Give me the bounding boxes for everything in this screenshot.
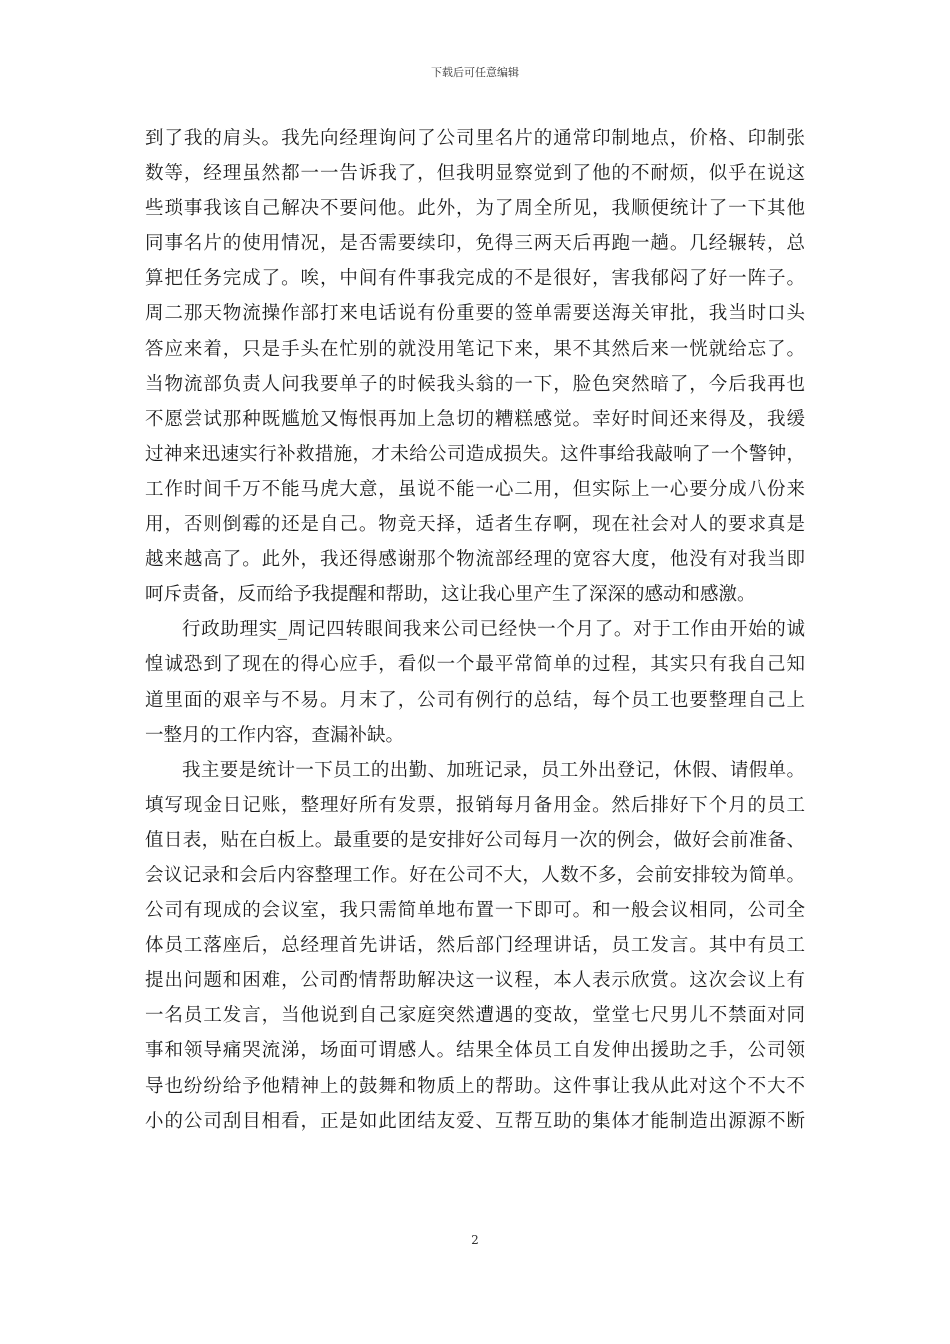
paragraph-end-line: 一整月的工作内容，查漏补缺。 <box>145 724 405 746</box>
text-line: 公司有现成的会议室，我只需简单地布置一下即可。和一般会议相同，公司全 <box>145 900 805 922</box>
page-number: 2 <box>471 1233 479 1247</box>
text-line: 过神来迅速实行补救措施，才未给公司造成损失。这件事给我敲响了一个警钟， <box>145 443 805 465</box>
text-line: 值日表，贴在白板上。最重要的是安排好公司每月一次的例会，做好会前准备、 <box>145 829 805 851</box>
text-line: 填写现金日记账，整理好所有发票，报销每月备用金。然后排好下个月的员工 <box>145 794 805 816</box>
paragraph-start-line: 我主要是统计一下员工的出勤、加班记录，员工外出登记，休假、请假单。 <box>182 759 805 781</box>
text-line: 体员工落座后，总经理首先讲话，然后部门经理讲话，员工发言。其中有员工 <box>145 935 805 957</box>
text-line: 惶诚恐到了现在的得心应手，看似一个最平常简单的过程，其实只有我自己知 <box>145 654 805 676</box>
text-line: 答应来着，只是手头在忙别的就没用笔记下来，果不其然后来一恍就给忘了。 <box>145 338 805 360</box>
page-header: 下载后可任意编辑 <box>431 66 519 79</box>
text-line: 同事名片的使用情况，是否需要续印，免得三两天后再跑一趟。几经辗转，总 <box>145 233 805 255</box>
text-line: 导也纷纷给予他精神上的鼓舞和物质上的帮助。这件事让我从此对这个不大不 <box>145 1075 805 1097</box>
body-text <box>145 121 805 1139</box>
text-line: 提出问题和困难，公司酌情帮助解决这一议程，本人表示欣赏。这次会议上有 <box>145 970 805 992</box>
text-line: 数等，经理虽然都一一告诉我了，但我明显察觉到了他的不耐烦，似乎在说这 <box>145 163 805 185</box>
text-line: 些琐事我该自己解决不要问他。此外，为了周全所见，我顺便统计了一下其他 <box>145 198 805 220</box>
text-line: 到了我的肩头。我先向经理询问了公司里名片的通常印制地点，价格、印制张 <box>145 128 805 149</box>
text-line: 会议记录和会后内容整理工作。好在公司不大，人数不多，会前安排较为简单。 <box>145 864 805 886</box>
text-line: 一名员工发言，当他说到自己家庭突然遭遇的变故，堂堂七尺男儿不禁面对同 <box>145 1005 805 1027</box>
text-line: 道里面的艰辛与不易。月末了，公司有例行的总结，每个员工也要整理自己上 <box>145 689 805 711</box>
text-line: 事和领导痛哭流涕，场面可谓感人。结果全体员工自发伸出援助之手，公司领 <box>145 1040 805 1062</box>
text-line: 算把任务完成了。唉，中间有件事我完成的不是很好，害我郁闷了好一阵子。 <box>145 268 805 290</box>
text-line: 小的公司刮目相看，正是如此团结友爱、互帮互助的集体才能制造出源源不断 <box>145 1110 805 1132</box>
text-line: 越来越高了。此外，我还得感谢那个物流部经理的宽容大度，他没有对我当即 <box>145 549 805 571</box>
paragraph-end-line: 呵斥责备，反而给予我提醒和帮助，这让我心里产生了深深的感动和感激。 <box>145 584 756 606</box>
text-line: 周二那天物流操作部打来电话说有份重要的签单需要送海关审批，我当时口头 <box>145 303 805 325</box>
text-line: 用，否则倒霉的还是自己。物竞天择，适者生存啊，现在社会对人的要求真是 <box>145 514 805 536</box>
text-line: 工作时间千万不能马虎大意，虽说不能一心二用，但实际上一心要分成八份来 <box>145 478 805 500</box>
text-line: 当物流部负责人问我要单子的时候我头翁的一下，脸色突然暗了，今后我再也 <box>145 373 805 395</box>
text-line: 不愿尝试那种既尴尬又悔恨再加上急切的糟糕感觉。幸好时间还来得及，我缓 <box>145 408 805 430</box>
paragraph-start-line: 行政助理实_周记四转眼间我来公司已经快一个月了。对于工作由开始的诚 <box>182 619 805 641</box>
